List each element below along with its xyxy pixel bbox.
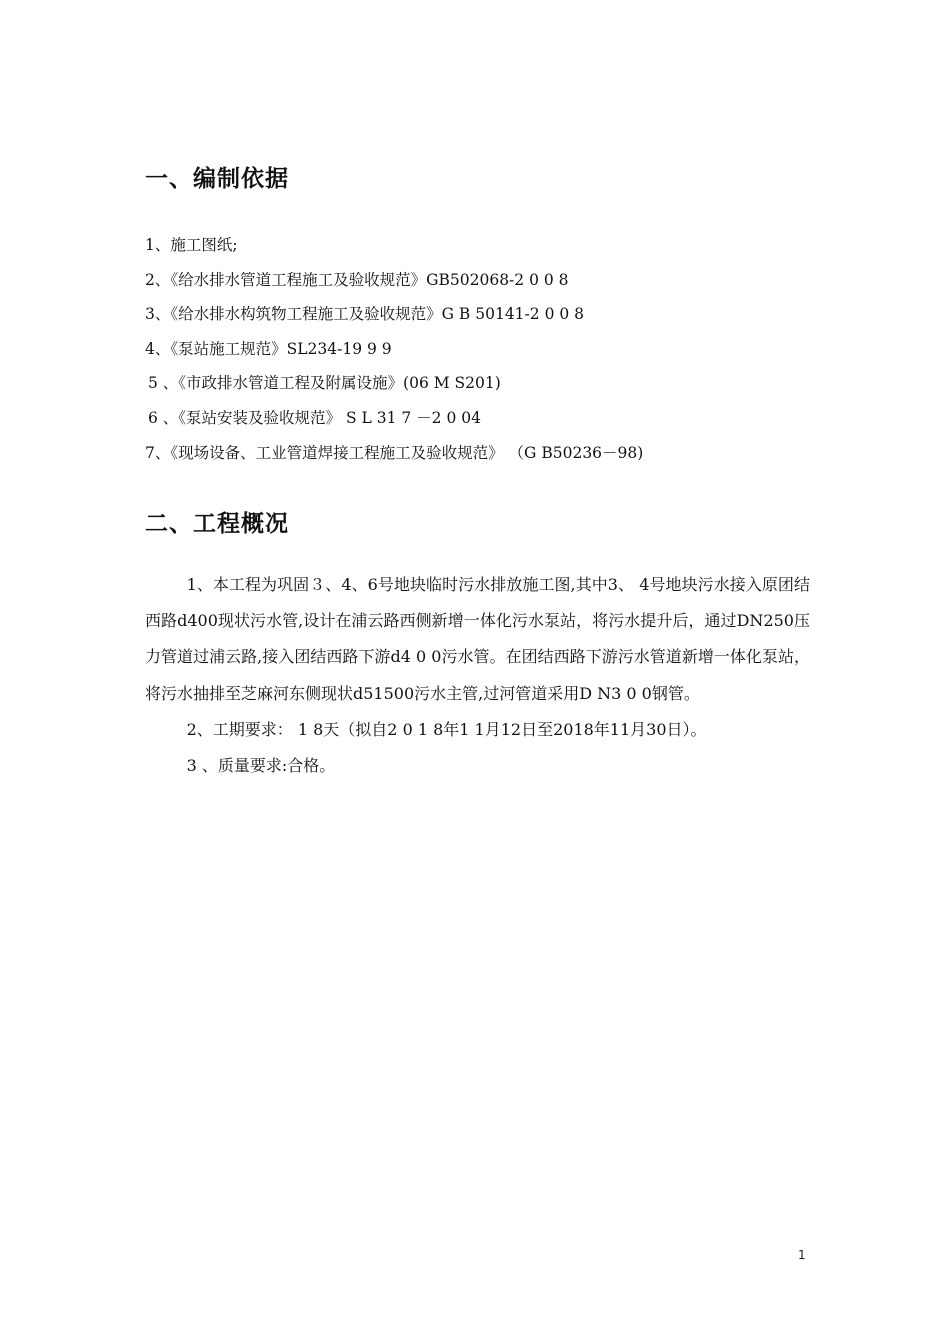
- overview-body: [145, 567, 810, 784]
- basis-item-6: 6 、《泵站安装及验收规范》 S L 31 7 －2 0 04: [148, 408, 481, 427]
- basis-item-1: 1、施工图纸;: [145, 236, 238, 254]
- section-heading-basis: 一、编制依据: [145, 166, 289, 192]
- section-heading-overview: 二、工程概况: [145, 511, 289, 537]
- basis-list: [145, 228, 643, 470]
- basis-item-3: 3、《给水排水构筑物工程施工及验收规范》G B 50141-2 0 0 8: [145, 305, 585, 324]
- basis-item-7: 7、《现场设备、工业管道焊接工程施工及验收规范》 （G B50236－98): [145, 443, 644, 462]
- basis-item-2: 2、《给水排水管道工程施工及验收规范》GB502068-2 0 0 8: [145, 270, 569, 289]
- basis-item-5: 5 、《市政排水管道工程及附属设施》(06 M S201): [148, 374, 501, 393]
- basis-item-4: 4、《泵站施工规范》SL234-19 9 9: [145, 339, 392, 358]
- overview-paragraph-schedule: 2、工期要求： 1 8天（拟自2 0 1 8年1 1月12日至2018年11月30日）。: [186, 719, 707, 739]
- overview-paragraph-quality: 3 、质量要求:合格。: [186, 756, 336, 776]
- page-number: 1: [798, 1248, 806, 1262]
- overview-paragraph-scope: 1、本工程为巩固３、4、6号地块临时污水排放施工图,其中3、 4号地块污水接入原团结西路d400现状污水管,设计在浦云路西侧新增一体化污水泵站，将污水提升后，通过DN250压力管道过浦云路,接入团结西路下游d4 0 0污水管。在团结西路下游污水管道新增一体化泵站，将污水抽排至芝麻河东侧现状d51500污水主管,过河管道采用D N3 0 0钢管。: [145, 575, 810, 703]
